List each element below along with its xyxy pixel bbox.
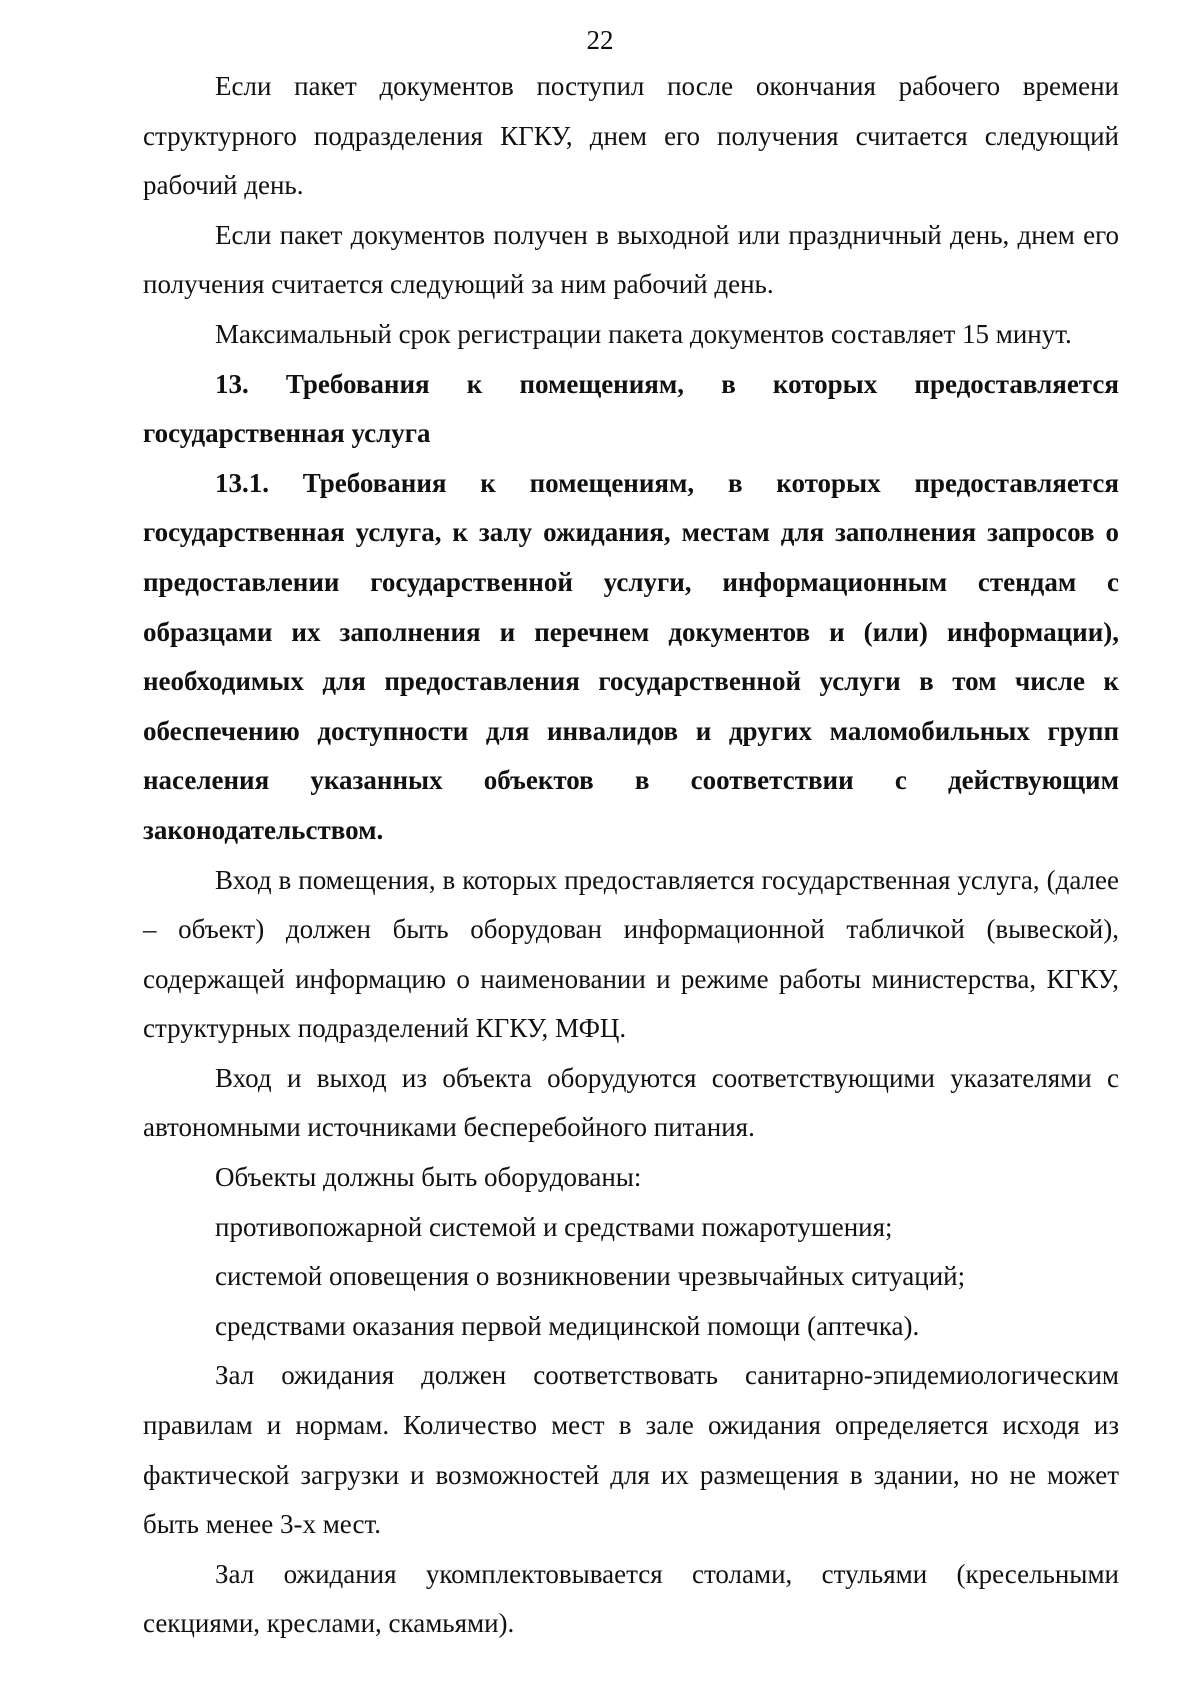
- paragraph-registration-time: Максимальный срок регистрации пакета документов составляет 15 минут.: [215, 318, 1072, 349]
- list-item-alert-system: системой оповещения о возникновении чрезвычайных ситуаций;: [215, 1261, 966, 1292]
- paragraph-waiting-room-furniture: Зал ожидания укомплектовывается столами, стульями (кресельными секциями, креслами, скамьями).: [143, 1558, 1119, 1639]
- section-heading-13-1: 13.1. Требования к помещениям, в которых предоставляется государственная услуга, к залу ожидания, местам для заполнения запросов о предоставлении государственной услуги, информационным стендам с образцами их заполнения и перечнем документов и (или) информации), необходимых для предоставления государственной услуги в том числе к обеспечению доступности для инвалидов и других маломобильных групп населения указанных объектов в соответствии с действующим законодательством.: [143, 467, 1119, 845]
- paragraph-entrance-exit-signs: Вход и выход из объекта оборудуются соответствующими указателями с автономными источниками бесперебойного питания.: [143, 1062, 1119, 1143]
- paragraph-holiday-submission: Если пакет документов получен в выходной или праздничный день, днем его получения считается следующий за ним рабочий день.: [143, 219, 1119, 300]
- paragraph-waiting-room-norms: Зал ожидания должен соответствовать санитарно-эпидемиологическим правилам и нормам. Количество мест в зале ожидания определяется исходя из фактической загрузки и возможностей для их размещения в здании, но не может быть менее 3-х мест.: [143, 1360, 1119, 1540]
- paragraph-late-submission: Если пакет документов поступил после окончания рабочего времени структурного подразделения КГКУ, днем его получения считается следующий рабочий день.: [143, 71, 1119, 201]
- list-item-first-aid: средствами оказания первой медицинской помощи (аптечка).: [215, 1310, 920, 1341]
- paragraph-entrance-sign: Вход в помещения, в которых предоставляется государственная услуга, (далее – объект) должен быть оборудован информационной табличкой (вывеской), содержащей информацию о наименовании и режиме работы министерства, КГКУ, структурных подразделений КГКУ, МФЦ.: [143, 864, 1119, 1044]
- page-number: 22: [586, 25, 614, 55]
- section-heading-13: 13. Требования к помещениям, в которых предоставляется государственная услуга: [143, 368, 1119, 449]
- list-item-fire-system: противопожарной системой и средствами пожаротушения;: [215, 1211, 893, 1242]
- paragraph-equipment-intro: Объекты должны быть оборудованы:: [215, 1162, 642, 1193]
- document-body: [143, 62, 1119, 1649]
